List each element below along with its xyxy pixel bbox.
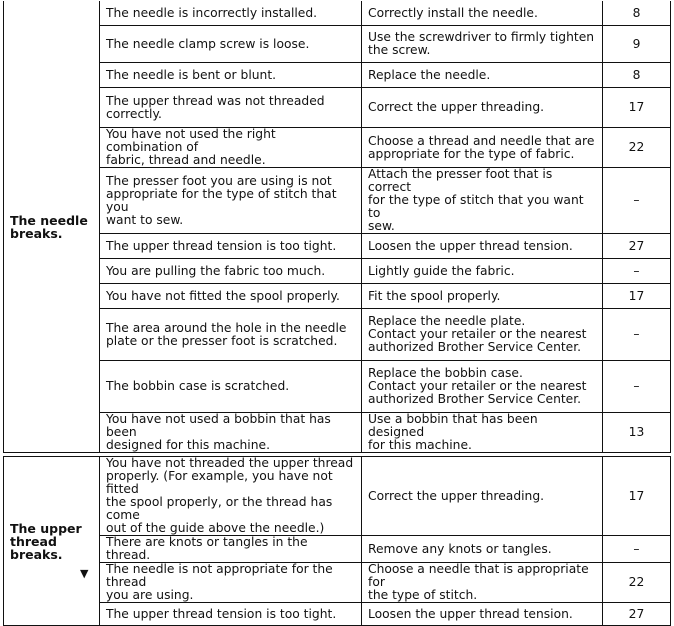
cause-cell: You have not used a bobbin that has been designed for this machine. [100,413,362,453]
solution-cell: Loosen the upper thread tension. [362,234,603,259]
page-cell: 17 [603,88,671,128]
cause-cell: You are pulling the fabric too much. [100,259,362,284]
cause-cell: The needle is bent or blunt. [100,63,362,88]
table-row [4,63,671,88]
cause-cell: You have not threaded the upper thread properly. (For example, you have not fitted the spool properly, or the thread has come out of the guide above the needle.) [100,457,362,536]
cause-cell: The upper thread tension is too tight. [100,603,362,626]
solution-cell: Loosen the upper thread tension. [362,603,603,626]
cause-cell: The needle clamp screw is loose. [100,26,362,63]
page-cell: 8 [603,1,671,26]
solution-cell: Use a bobbin that has been designed for this machine. [362,413,603,453]
cause-cell: The upper thread was not threaded correctly. [100,88,362,128]
page-cell: 17 [603,457,671,536]
solution-cell: Attach the presser foot that is correct for the type of stitch that you want to sew. [362,168,603,234]
table-row [4,128,671,168]
cause-cell: There are knots or tangles in the thread. [100,536,362,563]
table-row [4,234,671,259]
page-cell: – [603,309,671,361]
solution-cell: Replace the bobbin case. Contact your retailer or the nearest authorized Brother Service Center. [362,361,603,413]
table-row [4,309,671,361]
page-cell: – [603,361,671,413]
page-cell: – [603,536,671,563]
solution-cell: Correctly install the needle. [362,1,603,26]
solution-cell: Correct the upper threading. [362,457,603,536]
solution-cell: Choose a needle that is appropriate for the type of stitch. [362,563,603,603]
solution-cell: Replace the needle. [362,63,603,88]
table-row [4,563,671,603]
cause-cell: The needle is incorrectly installed. [100,1,362,26]
page-cell: – [603,259,671,284]
solution-cell: Remove any knots or tangles. [362,536,603,563]
table-row [4,259,671,284]
page-cell: 8 [603,63,671,88]
cause-cell: The area around the hole in the needle plate or the presser foot is scratched. [100,309,362,361]
cause-cell: The needle is not appropriate for the thread you are using. [100,563,362,603]
page-cell: 27 [603,234,671,259]
symptom-cell: The upper thread breaks. [4,457,100,626]
table-row [4,26,671,63]
page-cell: 9 [603,26,671,63]
page-cell: – [603,168,671,234]
solution-cell: Fit the spool properly. [362,284,603,309]
page-cell: 22 [603,128,671,168]
table-row [4,361,671,413]
cause-cell: The upper thread tension is too tight. [100,234,362,259]
solution-cell: Replace the needle plate. Contact your retailer or the nearest authorized Brother Service Center. [362,309,603,361]
cause-cell: You have not used the right combination of fabric, thread and needle. [100,128,362,168]
page-cell: 13 [603,413,671,453]
solution-cell: Lightly guide the fabric. [362,259,603,284]
solution-cell: Use the screwdriver to firmly tighten the screw. [362,26,603,63]
table-row [4,457,671,536]
table-row [4,88,671,128]
continue-arrow-icon: ▼ [80,567,89,580]
table-row [4,603,671,626]
top-edge-mask [0,0,674,1]
page-cell: 27 [603,603,671,626]
cause-cell: The presser foot you are using is not appropriate for the type of stitch that you want to sew. [100,168,362,234]
table-row [4,168,671,234]
page-cell: 17 [603,284,671,309]
table-row [4,413,671,453]
table-row [4,536,671,563]
cause-cell: The bobbin case is scratched. [100,361,362,413]
table-row [4,1,671,26]
page-cell: 22 [603,563,671,603]
solution-cell: Correct the upper threading. [362,88,603,128]
symptom-cell: The needle breaks. [4,1,100,453]
table-row [4,284,671,309]
troubleshooting-table [3,0,671,626]
cause-cell: You have not fitted the spool properly. [100,284,362,309]
solution-cell: Choose a thread and needle that are appropriate for the type of fabric. [362,128,603,168]
